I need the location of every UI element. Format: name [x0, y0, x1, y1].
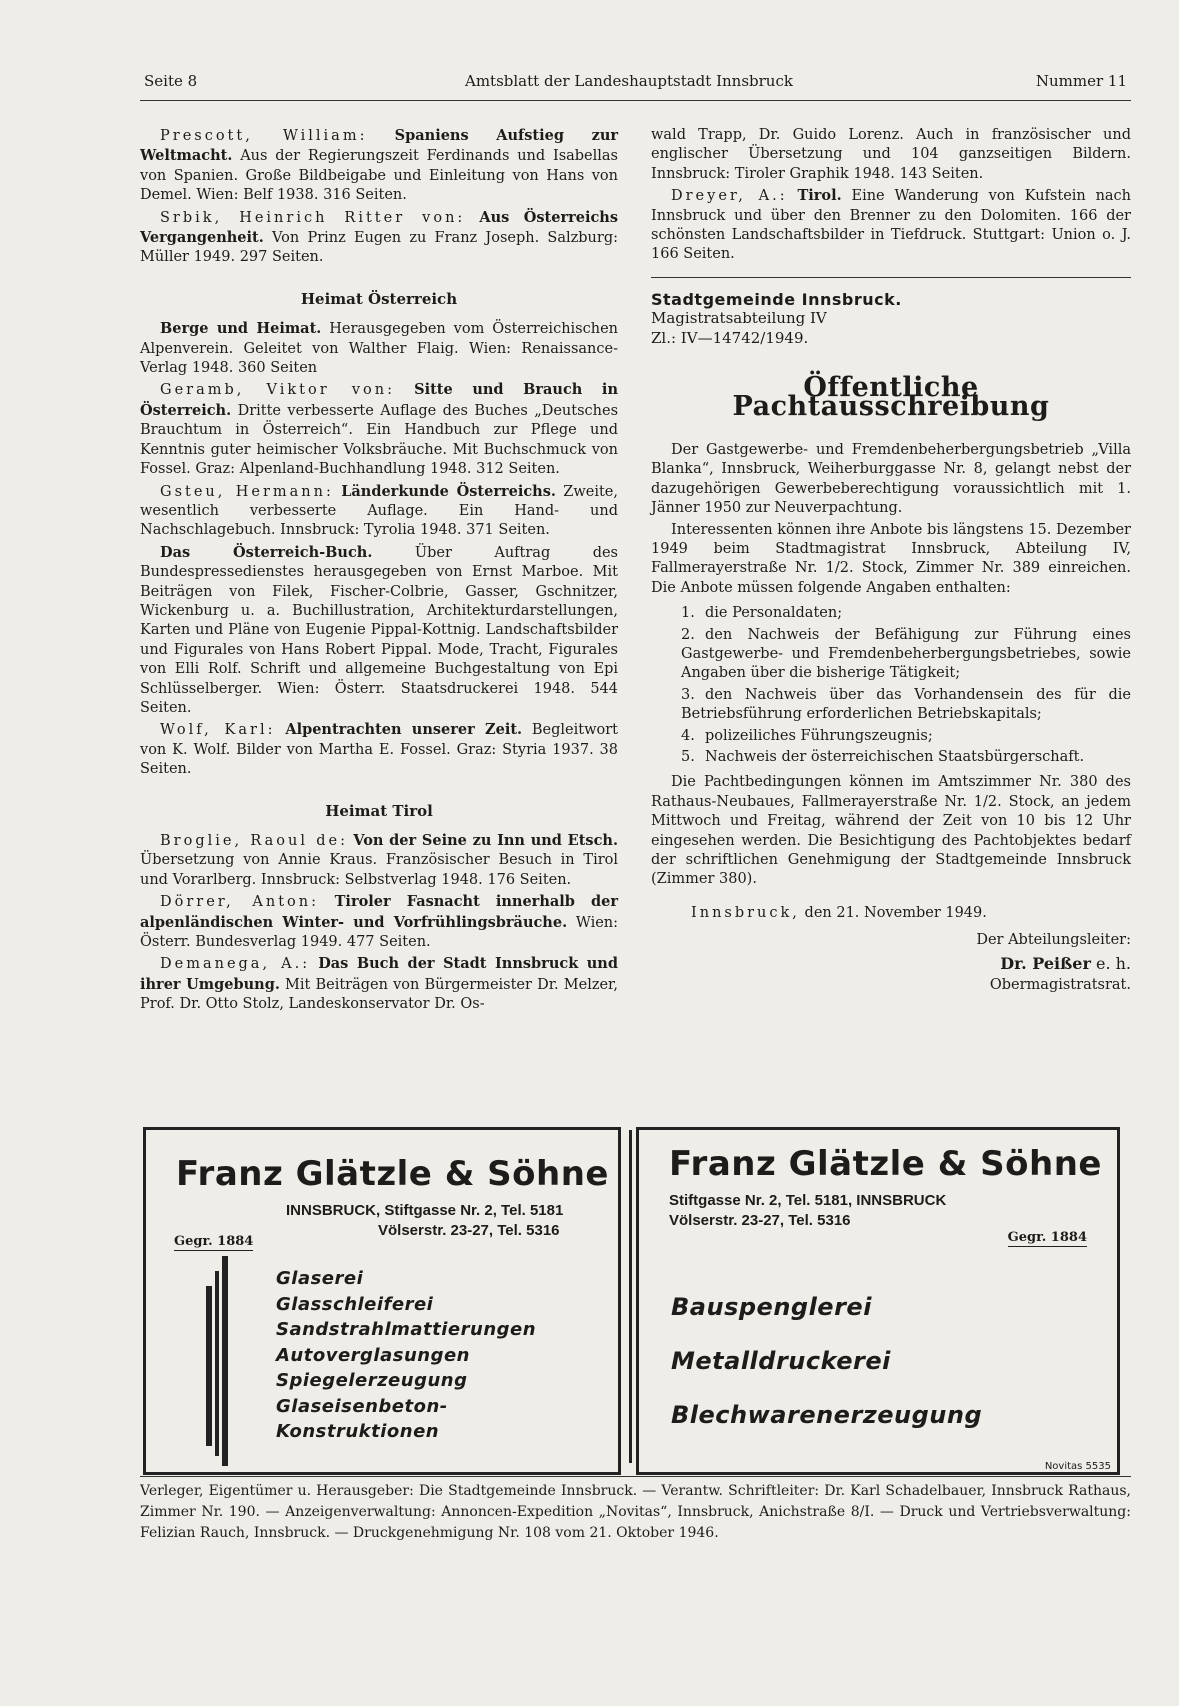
book-details: Dritte verbesserte Auflage des Buches „Deutsches Brauchtum in Österreich“. Ein Handbuch zur Pflege und Kenntnis guter heimischer Volksbräuche. Mit Buchschmuck von Fossel. Graz: Alpenland-Buchhandlung 1948. 312 Seiten. [140, 402, 619, 478]
signer-name: Dr. Peißer [1000, 953, 1091, 973]
ad-left [143, 1127, 621, 1475]
requirement-item [681, 686, 1131, 725]
right-column [651, 126, 1131, 995]
book-author: Prescott, William: [160, 128, 368, 144]
requirement-text: den Nachweis der Befähigung zur Führung eines Gastgewerbe- und Fremdenbeherbergungsbetriebes, sowie Angaben über die bisherige Tätigkeit; [681, 626, 1131, 682]
book-details: Eine Wanderung von Kufstein nach Innsbruck und über den Brenner zu den Dolomiten. 166 der schönsten Landschaftsbilder in Tiefdruck. Stuttgart: Union o. J. 166 Seiten. [651, 188, 1132, 263]
decorative-bars [206, 1256, 236, 1466]
book-details: Übersetzung von Annie Kraus. Französischer Besuch in Tirol und Vorarlberg. Innsbruck: Selbstverlag 1948. 176 Seiten. [140, 852, 618, 888]
book-title: Spaniens Aufstieg zur Weltmacht. [140, 127, 619, 165]
section-heading-tyrol: Heimat Tirol [325, 801, 433, 820]
ad-company-name: Franz Glätzle & Söhne [669, 1144, 1102, 1184]
notice-date-line [651, 904, 1131, 923]
book-author: Dreyer, A.: [671, 188, 788, 205]
ad-founded: Gegr. 1884 [174, 1234, 254, 1249]
ad-service-item: Glasschleiferei [276, 1293, 434, 1315]
book-author: Broglie, Raoul de: [160, 833, 348, 849]
ad-services [671, 1280, 982, 1442]
page-header [140, 66, 1131, 101]
signer-line [651, 954, 1131, 973]
book-title: Länderkunde Österreichs. [341, 482, 556, 500]
notice-date: den 21. November 1949. [804, 904, 987, 921]
book-author: Demanega, A.: [160, 956, 311, 973]
notice-department: Magistratsabteilung IV [651, 309, 827, 328]
ad-address-2: Völserstr. 23-27, Tel. 5316 [378, 1222, 560, 1239]
book-details: Von Prinz Eugen zu Franz Joseph. Salzburg: Müller 1949. 297 Seiten. [140, 230, 618, 266]
divider [651, 277, 1131, 278]
book-details: Über Auftrag des Bundespressedienstes herausgegeben von Ernst Marboe. Mit Beiträgen von Filek, Fischer-Colbrie, Gasser, Gschnitzer, Wickenburg u. a. Buchillustration, Architekturdarstellungen, Karten und Pläne von Eugenie Pippal-Kottnig. Landschaftsbilder und Figurales von Hans Robert Pippal. Mode, Tracht, Figurales von Elli Rolf. Schrift und allgemeine Buchgestaltung von Epi Schlüsselberger. Wien: Österr. Staatsdruckerei 1948. 544 Seiten. [140, 544, 619, 716]
ad-service-item: Blechwarenerzeugung [671, 1401, 983, 1429]
ad-address-2: Völserstr. 23-27, Tel. 5316 [669, 1212, 851, 1229]
requirement-number: 1. [681, 605, 695, 622]
publication-title: Amtsblatt der Landeshauptstadt Innsbruck [465, 72, 793, 90]
requirements-list [651, 604, 1131, 767]
book-entry [140, 208, 618, 268]
requirement-item [681, 727, 1131, 746]
requirement-text: die Personaldaten; [705, 605, 843, 622]
ad-address-1: INNSBRUCK, Stiftgasse Nr. 2, Tel. 5181 [286, 1202, 564, 1219]
book-list-austria [140, 319, 618, 779]
book-details: Herausgegeben vom Österreichischen Alpenverein. Geleitet von Walther Flaig. Wien: Renaissance-Verlag 1948. 360 Seiten [140, 321, 618, 377]
requirement-number: 2. [681, 626, 695, 643]
ad-service-item: Bauspenglerei [671, 1293, 872, 1321]
ad-service-item: Konstruktionen [276, 1421, 440, 1442]
book-title: Das Österreich-Buch. [160, 543, 373, 561]
book-entry [140, 380, 618, 479]
book-title: Tirol. [797, 187, 842, 205]
requirement-text: Nachweis der österreichischen Staatsbürgerschaft. [705, 748, 1085, 765]
book-entry [140, 892, 618, 952]
book-author: Srbik, Heinrich Ritter von: [160, 209, 466, 226]
ad-service-item: Autoverglasungen [276, 1344, 470, 1366]
book-title: Alpentrachten unserer Zeit. [285, 721, 523, 739]
book-details: Zweite, wesentlich verbesserte Auflage. Ein Hand- und Nachschlagebuch. Innsbruck: Tyrolia 1948. 371 Seiten. [140, 483, 618, 539]
requirement-number: 5. [681, 748, 695, 765]
book-entry [140, 720, 618, 779]
notice-paragraph: Der Gastgewerbe- und Fremdenbeherbergungsbetrieb „Villa Blanka“, Innsbruck, Weiherburggasse Nr. 8, gelangt nebst der dazugehörigen Gewerbeberechtigung voraussichtlich mit 1. Jänner 1950 zur Neuverpachtung. [651, 441, 1131, 517]
ad-address-1: Stiftgasse Nr. 2, Tel. 5181, INNSBRUCK [669, 1192, 947, 1209]
book-title: Das Buch der Stadt Innsbruck und ihrer Umgebung. [140, 955, 618, 993]
book-entry [651, 186, 1131, 265]
book-entry [140, 482, 618, 541]
book-author: Gsteu, Hermann: [160, 483, 334, 500]
book-entry [140, 543, 618, 719]
imprint-footer: Verleger, Eigentümer u. Herausgeber: Die Stadtgemeinde Innsbruck. — Verantw. Schriftleiter: Dr. Karl Schadelbauer, Innsbruck Rathaus, Zimmer Nr. 190. — Anzeigenverwaltung: Annoncen-Expedition „Novitas“, Innsbruck, Anichstraße 8/I. — Druck und Vertriebsverwaltung: Felizian Rauch, Innsbruck. — Druckgenehmigung Nr. 108 vom 21. Oktober 1946. [140, 1476, 1131, 1544]
notice-reference: Zl.: IV—14742/1949. [651, 328, 809, 347]
ad-services [276, 1266, 536, 1445]
book-details: Mit Beiträgen von Bürgermeister Dr. Melzer, Prof. Dr. Otto Stolz, Landeskonservator Dr. Os- [140, 976, 619, 1013]
book-title: Aus Österreichs Vergangenheit. [140, 208, 618, 247]
book-details: Wien: Österr. Bundesverlag 1949. 477 Seiten. [140, 914, 619, 951]
left-column [140, 126, 618, 1017]
book-details: wald Trapp, Dr. Guido Lorenz. Auch in französischer und englischer Übersetzung und 104 ganzseitigen Bildern. Innsbruck: Tiroler Graphik 1948. 143 Seiten. [651, 127, 1131, 182]
book-title: Sitte und Brauch in Österreich. [140, 381, 618, 419]
book-title: Tiroler Fasnacht innerhalb der alpenländischen Winter- und Vorfrühlingsbräuche. [140, 893, 618, 931]
book-details: Begleitwort von K. Wolf. Bilder von Martha E. Fossel. Graz: Styria 1937. 38 Seiten. [140, 722, 619, 778]
ad-service-item: Metalldruckerei [671, 1347, 891, 1375]
ad-company-name: Franz Glätzle & Söhne [176, 1154, 609, 1194]
requirement-text: den Nachweis über das Vorhandensein des für die Betriebsführung erforderlichen Betriebskapitals; [681, 686, 1131, 723]
issue-number: Nummer 11 [1035, 72, 1127, 90]
book-title: Von der Seine zu Inn und Etsch. [353, 832, 618, 849]
book-entry [140, 126, 618, 206]
ad-divider [629, 1130, 632, 1463]
book-details: Aus der Regierungszeit Ferdinands und Isabellas von Spanien. Große Bildbeigabe und Einleitung von Hans von Demel. Wien: Belf 1938. 316 Seiten. [140, 148, 619, 204]
signer-suffix: e. h. [1095, 953, 1131, 973]
requirement-item [681, 604, 1131, 623]
signer-title: Obermagistratsrat. [989, 977, 1131, 994]
book-entry [140, 319, 618, 378]
ad-service-item: Spiegelerzeugung [276, 1370, 468, 1391]
book-entry [140, 831, 618, 890]
requirement-item [681, 748, 1131, 767]
ad-printer-mark: Novitas 5535 [1044, 1461, 1111, 1472]
requirement-text: polizeiliches Führungszeugnis; [705, 727, 933, 744]
notice-title: Öffentliche Pachtausschreibung [732, 372, 1050, 423]
page-number: Seite 8 [144, 72, 198, 90]
ad-founded: Gegr. 1884 [1007, 1230, 1087, 1245]
notice-issuer: Stadtgemeinde Innsbruck. [651, 289, 902, 309]
ad-right [636, 1127, 1120, 1475]
book-title: Berge und Heimat. [160, 320, 322, 338]
ad-service-item: Sandstrahlmattierungen [276, 1319, 537, 1340]
signer-role: Der Abteilungsleiter: [976, 932, 1131, 949]
requirement-number: 3. [681, 686, 695, 703]
requirement-item [681, 626, 1131, 684]
requirement-number: 4. [681, 727, 695, 744]
book-author: Wolf, Karl: [160, 722, 276, 739]
book-list-tyrol [140, 831, 618, 1015]
section-heading-austria: Heimat Österreich [300, 289, 458, 308]
notice-paragraph: Interessenten können ihre Anbote bis längstens 15. Dezember 1949 beim Stadtmagistrat Innsbruck, Abteilung IV, Fallmerayerstraße Nr. 1/2. Stock, Zimmer Nr. 389 einreichen. Die Anbote müssen folgende Angaben enthalten: [651, 521, 1131, 596]
book-author: Dörrer, Anton: [160, 894, 319, 911]
ad-service-item: Glaserei [276, 1268, 364, 1289]
book-entry [140, 954, 618, 1014]
ad-service-item: Glaseisenbeton- [276, 1395, 448, 1417]
book-entry [651, 126, 1131, 184]
notice-place: Innsbruck, [691, 904, 800, 921]
notice-paragraph: Die Pachtbedingungen können im Amtszimmer Nr. 380 des Rathaus-Neubaues, Fallmerayerstraße Nr. 1/2. Stock, an jedem Mittwoch und Freitag, während der Zeit von 10 bis 12 Uhr eingesehen werden. Die Besichtigung des Pachtobjektes bedarf der schriftlichen Genehmigung der Stadtgemeinde Innsbruck (Zimmer 380). [651, 774, 1131, 888]
book-list-general [140, 126, 618, 268]
book-author: Geramb, Viktor von: [160, 382, 395, 399]
book-list-tyrol-continued [651, 126, 1131, 265]
